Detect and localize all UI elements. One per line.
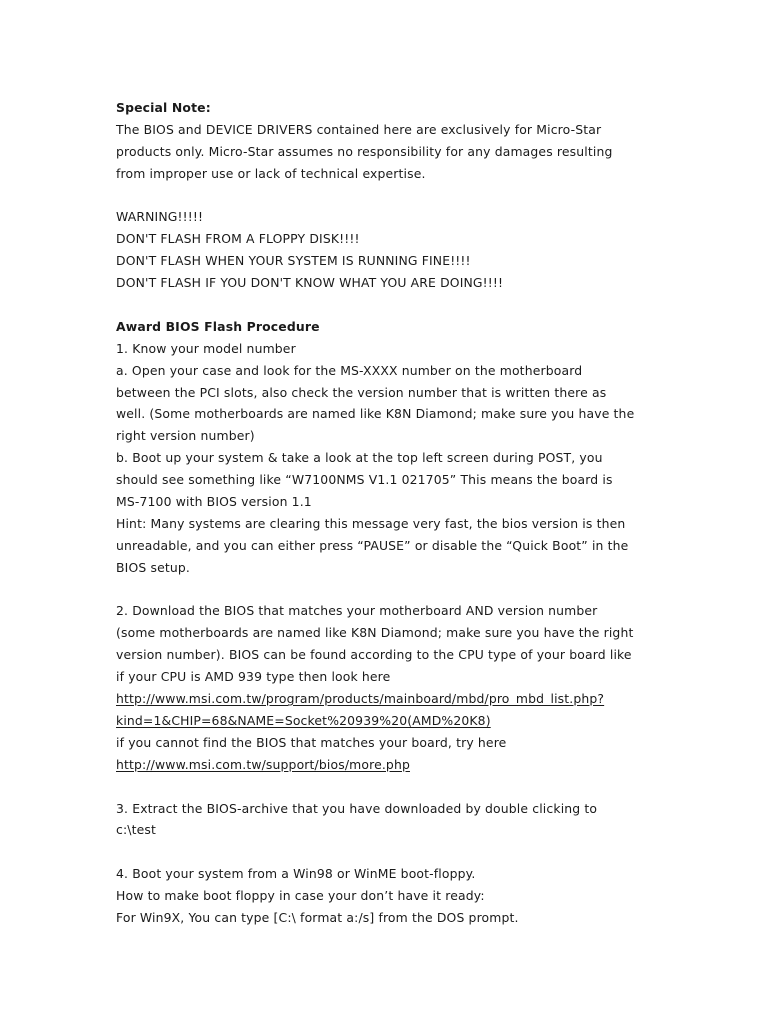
step2-line: (some motherboards are named like K8N Diamond; make sure you have the right — [116, 625, 634, 641]
bios-list-link[interactable]: http://www.msi.com.tw/program/products/mainboard/mbd/pro_mbd_list.php? — [116, 691, 605, 707]
paragraph-spacer — [116, 776, 716, 798]
step4-line: 4. Boot your system from a Win98 or WinME boot-floppy. — [116, 866, 476, 882]
step4-line: For Win9X, You can type [C:\ format a:/s] from the DOS prompt. — [116, 909, 519, 925]
step3-line: 3. Extract the BIOS-archive that you have downloaded by double clicking to — [116, 800, 598, 816]
paragraph-spacer — [116, 185, 716, 207]
step1-line: a. Open your case and look for the MS-XXXX number on the motherboard — [116, 362, 583, 378]
step3-line: c:\test — [116, 822, 157, 838]
step1-line: Hint: Many systems are clearing this message very fast, the bios version is then — [116, 515, 626, 531]
step1-line: b. Boot up your system & take a look at the top left screen during POST, you — [116, 450, 603, 466]
paragraph-spacer — [116, 841, 716, 863]
step2-line: 2. Download the BIOS that matches your motherboard AND version number — [116, 603, 598, 619]
step1-line: unreadable, and you can either press “PAUSE” or disable the “Quick Boot” in the — [116, 537, 629, 553]
paragraph-spacer — [116, 294, 716, 316]
step2-line: if you cannot find the BIOS that matches your board, try here — [116, 734, 507, 750]
step1-line: BIOS setup. — [116, 559, 190, 575]
step4-line: How to make boot floppy in case your don’t have it ready: — [116, 888, 485, 904]
step1-line: well. (Some motherboards are named like K8N Diamond; make sure you have the — [116, 406, 635, 422]
bios-list-link-continued[interactable]: kind=1&CHIP=68&NAME=Socket%20939%20(AMD%20K8) — [116, 712, 491, 728]
special-note-line: products only. Micro-Star assumes no responsibility for any damages resulting — [116, 143, 613, 159]
document-page — [116, 97, 716, 929]
special-note-line: The BIOS and DEVICE DRIVERS contained here are exclusively for Micro-Star — [116, 121, 602, 137]
warning-line: WARNING!!!!! — [116, 209, 204, 225]
step1-line: should see something like “W7100NMS V1.1 021705” This means the board is — [116, 472, 613, 488]
step2-line: if your CPU is AMD 939 type then look here — [116, 669, 391, 685]
warning-line: DON'T FLASH WHEN YOUR SYSTEM IS RUNNING FINE!!!! — [116, 253, 471, 269]
warning-line: DON'T FLASH IF YOU DON'T KNOW WHAT YOU ARE DOING!!!! — [116, 275, 504, 291]
step1-line: between the PCI slots, also check the version number that is written there as — [116, 384, 607, 400]
special-note-heading: Special Note: — [116, 100, 211, 115]
warning-line: DON'T FLASH FROM A FLOPPY DISK!!!! — [116, 231, 360, 247]
bios-more-link[interactable]: http://www.msi.com.tw/support/bios/more.php — [116, 756, 410, 772]
step1-line: right version number) — [116, 428, 255, 444]
step2-line: version number). BIOS can be found according to the CPU type of your board like — [116, 647, 632, 663]
procedure-heading: Award BIOS Flash Procedure — [116, 318, 320, 334]
paragraph-spacer — [116, 579, 716, 601]
step1-line: MS-7100 with BIOS version 1.1 — [116, 494, 312, 510]
special-note-line: from improper use or lack of technical expertise. — [116, 165, 426, 181]
step1-line: 1. Know your model number — [116, 340, 296, 356]
